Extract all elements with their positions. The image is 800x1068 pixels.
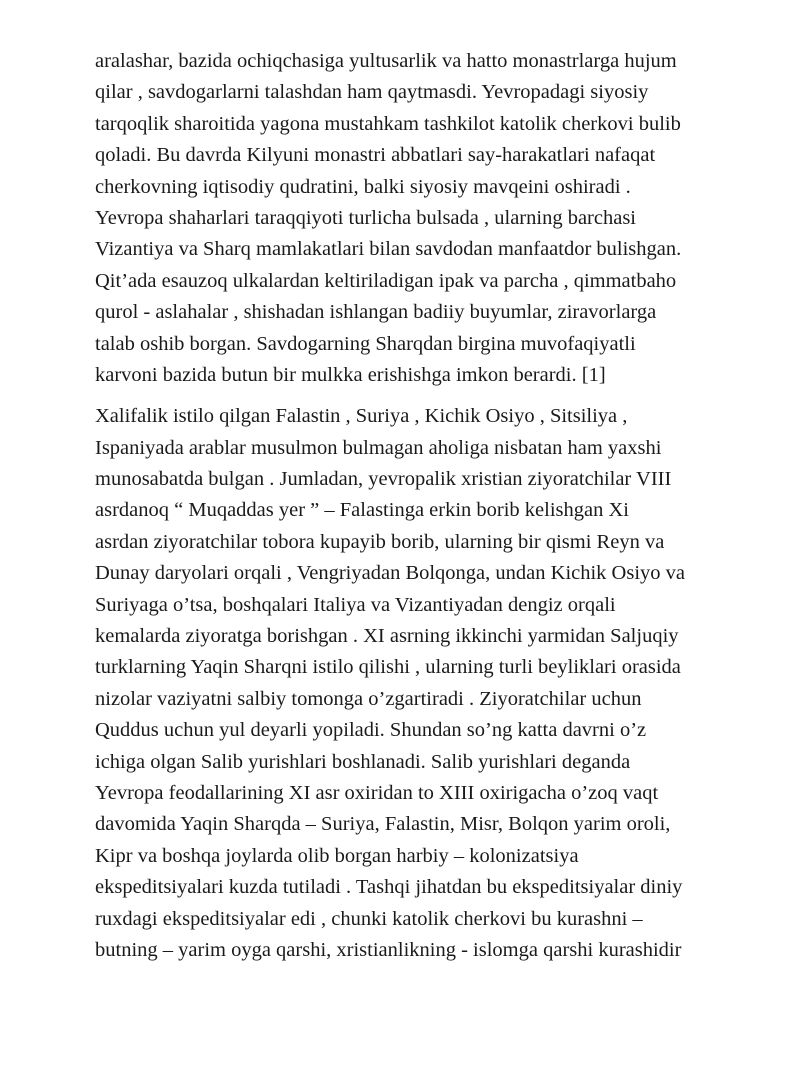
text-line: asrdan ziyoratchilar tobora kupayib borib, ularning bir qismi Reyn va <box>95 530 665 553</box>
text-line: munosabatda bulgan . Jumladan, yevropalik xristian ziyoratchilar VIII <box>95 468 672 491</box>
text-line: nizolar vaziyatni salbiy tomonga o’zgartiradi . Ziyoratchilar uchun <box>95 687 642 710</box>
text-line: talab oshib borgan. Savdogarning Sharqdan birgina muvofaqiyatli <box>95 332 636 355</box>
paragraph-2 <box>95 401 785 966</box>
text-line: ruxdagi ekspeditsiyalar edi , chunki katolik cherkovi bu kurashni – <box>95 907 643 930</box>
text-line: davomida Yaqin Sharqda – Suriya, Falastin, Misr, Bolqon yarim oroli, <box>95 813 671 836</box>
text-line: Yevropa shaharlari taraqqiyoti turlicha bulsada , ularning barchasi <box>95 206 636 229</box>
text-line: Kipr va boshqa joylarda olib borgan harbiy – kolonizatsiya <box>95 844 579 867</box>
body-text <box>95 46 785 966</box>
text-line: Quddus uchun yul deyarli yopiladi. Shundan so’ng katta davrni o’z <box>95 719 647 742</box>
text-line: turklarning Yaqin Sharqni istilo qilishi , ularning turli beyliklari orasida <box>95 656 681 679</box>
text-line: butning – yarim oyga qarshi, xristianlikning - islomga qarshi kurashidir <box>95 938 682 961</box>
text-line: ichiga olgan Salib yurishlari boshlanadi. Salib yurishlari deganda <box>95 750 631 773</box>
text-line: Vizantiya va Sharq mamlakatlari bilan savdodan manfaatdor bulishgan. <box>95 238 682 261</box>
text-line: qoladi. Bu davrda Kilyuni monastri abbatlari say-harakatlari nafaqat <box>95 144 656 167</box>
text-line: ekspeditsiyalari kuzda tutiladi . Tashqi jihatdan bu ekspeditsiyalar diniy <box>95 876 683 899</box>
text-line: Suriyaga o’tsa, boshqalari Italiya va Vizantiyadan dengiz orqali <box>95 593 616 616</box>
text-line: karvoni bazida butun bir mulkka erishishga imkon berardi. [1] <box>95 363 606 386</box>
text-line: Xalifalik istilo qilgan Falastin , Suriya , Kichik Osiyo , Sitsiliya , <box>95 405 628 428</box>
text-line: cherkovning iqtisodiy qudratini, balki siyosiy mavqeini oshiradi . <box>95 175 631 198</box>
text-line: kemalarda ziyoratga borishgan . XI asrning ikkinchi yarmidan Saljuqiy <box>95 625 679 648</box>
paragraph-1 <box>95 46 785 391</box>
text-line: aralashar, bazida ochiqchasiga yultusarlik va hatto monastrlarga hujum <box>95 50 677 72</box>
text-line: asrdanoq “ Muqaddas yer ” – Falastinga erkin borib kelishgan Xi <box>95 499 630 522</box>
text-line: Dunay daryolari orqali , Vengriyadan Bolqonga, undan Kichik Osiyo va <box>95 562 686 585</box>
text-line: qurol - aslahalar , shishadan ishlangan badiiy buyumlar, ziravorlarga <box>95 301 657 324</box>
text-line: qilar , savdogarlarni talashdan ham qaytmasdi. Yevropadagi siyosiy <box>95 81 649 104</box>
text-line: Yevropa feodallarining XI asr oxiridan to XIII oxirigacha o’zoq vaqt <box>95 781 659 804</box>
text-line: Ispaniyada arablar musulmon bulmagan aholiga nisbatan ham yaxshi <box>95 436 662 459</box>
text-line: Qit’ada esauzoq ulkalardan keltiriladigan ipak va parcha , qimmatbaho <box>95 269 677 292</box>
text-line: tarqoqlik sharoitida yagona mustahkam tashkilot katolik cherkovi bulib <box>95 112 681 135</box>
